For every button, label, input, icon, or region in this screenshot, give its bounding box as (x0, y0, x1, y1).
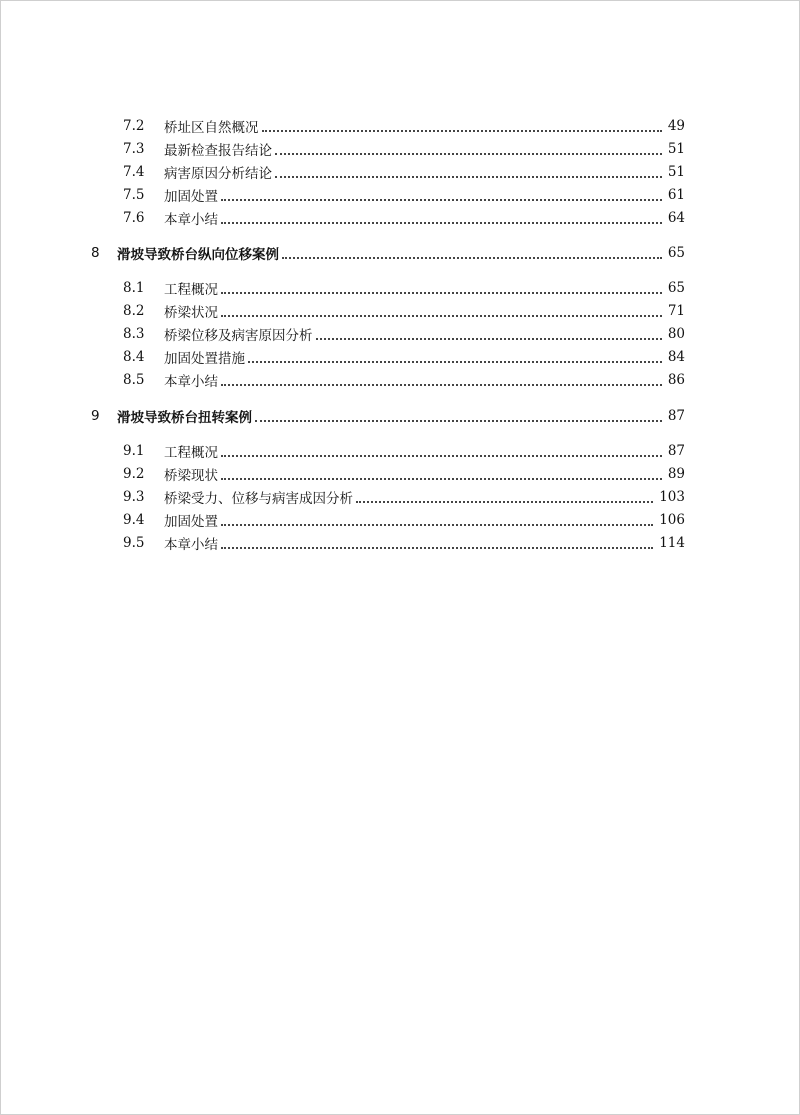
toc-entry-number: 7.6 (123, 210, 145, 226)
toc-dot-leader (275, 175, 662, 178)
toc-page-number: 51 (667, 141, 685, 157)
toc-section-entry[interactable] (123, 300, 685, 322)
toc-section-entry[interactable] (123, 440, 685, 462)
toc-page-number: 65 (667, 245, 685, 261)
toc-chapter-entry[interactable] (91, 242, 685, 264)
toc-page-number: 87 (667, 408, 685, 424)
toc-dot-leader (282, 256, 662, 259)
toc-entry-title: 工程概况 (164, 282, 218, 298)
toc-page-number: 80 (667, 326, 685, 342)
toc-dot-leader (221, 383, 662, 386)
toc-section-entry[interactable] (123, 486, 685, 508)
toc-entry-title: 加固处置 (164, 514, 218, 530)
toc-entry-number: 9.5 (123, 535, 145, 551)
toc-page-number: 114 (659, 535, 685, 551)
toc-entry-title: 本章小结 (164, 374, 218, 390)
toc-entry-number: 7.2 (123, 118, 145, 134)
toc-section-entry[interactable] (123, 532, 685, 554)
toc-section-entry[interactable] (123, 161, 685, 183)
toc-entry-title: 桥梁现状 (164, 468, 218, 484)
toc-page-number: 86 (667, 372, 685, 388)
toc-section-entry[interactable] (123, 277, 685, 299)
toc-dot-leader (221, 523, 653, 526)
toc-section-entry[interactable] (123, 207, 685, 229)
toc-entry-title: 滑坡导致桥台扭转案例 (117, 410, 252, 426)
toc-page-number: 65 (667, 280, 685, 296)
toc-page-number: 84 (667, 349, 685, 365)
toc-page-number: 64 (667, 210, 685, 226)
toc-dot-leader (221, 454, 662, 457)
toc-dot-leader (221, 291, 662, 294)
toc-entry-title: 桥梁受力、位移与病害成因分析 (164, 491, 353, 507)
toc-chapter-entry[interactable] (91, 405, 685, 427)
toc-section-entry[interactable] (123, 115, 685, 137)
toc-entry-title: 桥址区自然概况 (164, 120, 259, 136)
toc-section-entry[interactable] (123, 509, 685, 531)
toc-dot-leader (356, 500, 653, 503)
toc-page-number: 71 (667, 303, 685, 319)
toc-entry-number: 7.4 (123, 164, 145, 180)
toc-dot-leader (262, 129, 662, 132)
toc-page-number: 106 (659, 512, 685, 528)
toc-entry-title: 本章小结 (164, 212, 218, 228)
toc-page-number: 51 (667, 164, 685, 180)
toc-entry-title: 桥梁位移及病害原因分析 (164, 328, 313, 344)
toc-entry-number: 9.3 (123, 489, 145, 505)
toc-page-number: 87 (667, 443, 685, 459)
toc-section-entry[interactable] (123, 184, 685, 206)
toc-entry-number: 8.3 (123, 326, 145, 342)
toc-dot-leader (248, 360, 662, 363)
toc-dot-leader (221, 546, 653, 549)
toc-dot-leader (221, 198, 662, 201)
toc-entry-title: 本章小结 (164, 537, 218, 553)
toc-entry-number: 8.5 (123, 372, 145, 388)
toc-section-entry[interactable] (123, 138, 685, 160)
toc-entry-title: 病害原因分析结论 (164, 166, 272, 182)
toc-section-entry[interactable] (123, 323, 685, 345)
toc-dot-leader (221, 477, 662, 480)
toc-entry-title: 工程概况 (164, 445, 218, 461)
toc-entry-number: 8.2 (123, 303, 145, 319)
toc-section-entry[interactable] (123, 346, 685, 368)
toc-entry-number: 9 (91, 408, 100, 424)
toc-entry-number: 7.5 (123, 187, 145, 203)
toc-dot-leader (221, 221, 662, 224)
toc-entry-number: 8 (91, 245, 100, 261)
toc-entry-number: 9.1 (123, 443, 145, 459)
toc-page-number: 49 (667, 118, 685, 134)
toc-entry-number: 8.1 (123, 280, 145, 296)
toc-entry-title: 滑坡导致桥台纵向位移案例 (117, 247, 279, 263)
toc-entry-title: 桥梁状况 (164, 305, 218, 321)
toc-page-number: 89 (667, 466, 685, 482)
toc-entry-number: 9.4 (123, 512, 145, 528)
toc-entry-title: 加固处置措施 (164, 351, 245, 367)
toc-page-number: 61 (667, 187, 685, 203)
toc-entry-number: 8.4 (123, 349, 145, 365)
toc-section-entry[interactable] (123, 369, 685, 391)
toc-dot-leader (275, 152, 662, 155)
toc-section-entry[interactable] (123, 463, 685, 485)
toc-entry-number: 9.2 (123, 466, 145, 482)
toc-entry-number: 7.3 (123, 141, 145, 157)
toc-entry-title: 最新检查报告结论 (164, 143, 272, 159)
toc-entry-title: 加固处置 (164, 189, 218, 205)
toc-page-number: 103 (659, 489, 685, 505)
toc-dot-leader (221, 314, 662, 317)
toc-dot-leader (316, 337, 662, 340)
toc-dot-leader (255, 419, 662, 422)
